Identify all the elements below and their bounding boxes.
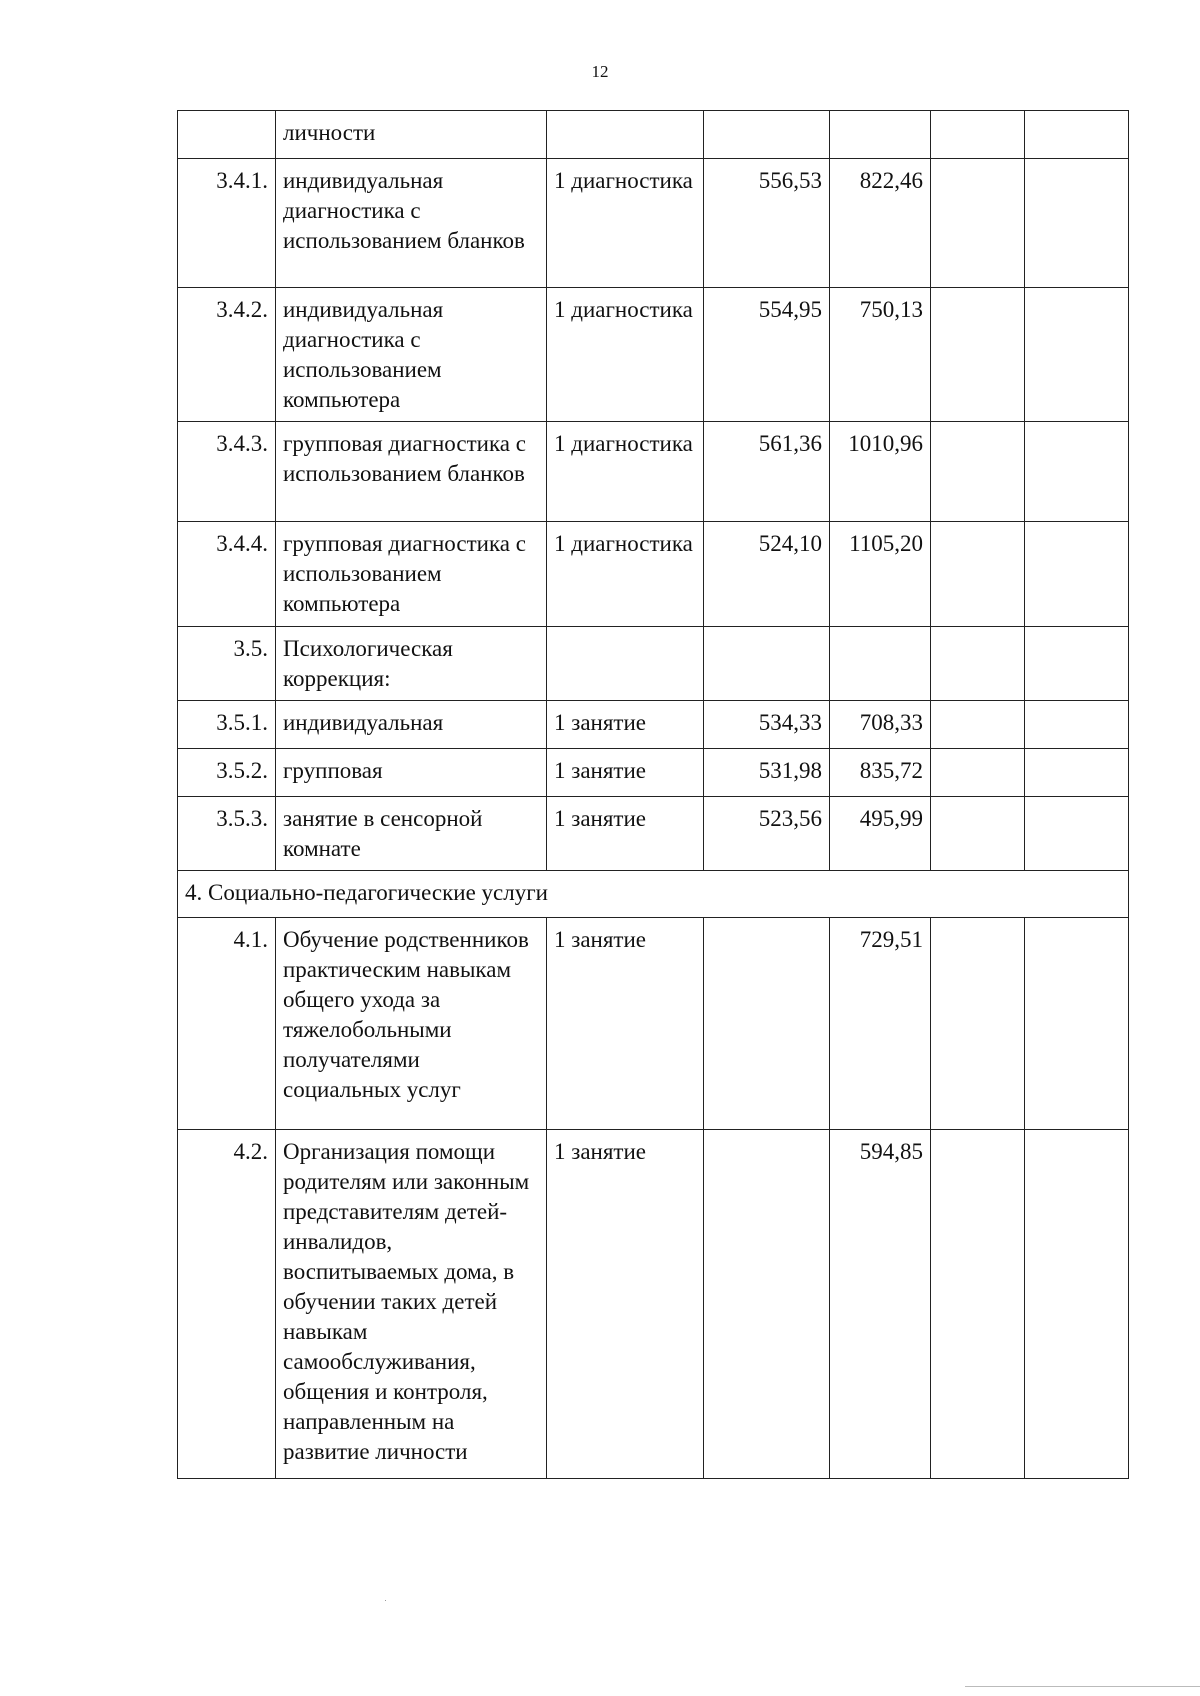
tariff-value-1: 561,36 [704, 422, 830, 522]
tariff-value-4 [1025, 918, 1129, 1130]
item-number [178, 111, 276, 159]
section-title: 4. Социально-педагогические услуги [178, 871, 1129, 918]
service-name: Обучение родственников практическим навыкам общего ухода за тяжелобольными получателями социальных услуг [276, 918, 547, 1130]
table-row [178, 422, 1129, 522]
tariff-value-4 [1025, 749, 1129, 797]
tariff-value-4 [1025, 159, 1129, 288]
item-number: 3.4.1. [178, 159, 276, 288]
tariff-value-3 [931, 701, 1025, 749]
scan-edge-line [965, 1686, 1200, 1687]
service-name: групповая диагностика с использованием компьютера [276, 522, 547, 627]
tariff-value-4 [1025, 1130, 1129, 1479]
tariff-value-4 [1025, 111, 1129, 159]
unit-of-service: 1 диагностика [547, 288, 704, 422]
item-number: 4.1. [178, 918, 276, 1130]
table-row [178, 797, 1129, 871]
service-name: Организация помощи родителям или законным представителям детей-инвалидов, воспитываемых дома, в обучении таких детей навыкам самообслуживания, общения и контроля, направленным на развитие личности [276, 1130, 547, 1479]
tariff-value-1: 523,56 [704, 797, 830, 871]
service-name: групповая диагностика с использованием бланков [276, 422, 547, 522]
service-name: личности [276, 111, 547, 159]
tariff-value-3 [931, 288, 1025, 422]
unit-of-service [547, 111, 704, 159]
tariff-value-1: 531,98 [704, 749, 830, 797]
tariff-value-2: 495,99 [830, 797, 931, 871]
service-name: индивидуальная [276, 701, 547, 749]
tariff-value-2: 835,72 [830, 749, 931, 797]
unit-of-service: 1 занятие [547, 1130, 704, 1479]
tariff-value-2 [830, 111, 931, 159]
item-number: 3.4.2. [178, 288, 276, 422]
tariff-value-2: 729,51 [830, 918, 931, 1130]
tariff-value-2: 822,46 [830, 159, 931, 288]
tariff-value-2: 708,33 [830, 701, 931, 749]
service-name: Психологическая коррекция: [276, 627, 547, 701]
tariff-value-3 [931, 918, 1025, 1130]
unit-of-service: 1 занятие [547, 701, 704, 749]
service-name: индивидуальная диагностика с использованием компьютера [276, 288, 547, 422]
tariff-value-1: 524,10 [704, 522, 830, 627]
tariff-value-2: 594,85 [830, 1130, 931, 1479]
unit-of-service [547, 627, 704, 701]
table-row [178, 522, 1129, 627]
service-name: занятие в сенсорной комнате [276, 797, 547, 871]
item-number: 3.4.4. [178, 522, 276, 627]
tariff-value-2: 750,13 [830, 288, 931, 422]
unit-of-service: 1 диагностика [547, 159, 704, 288]
unit-of-service: 1 диагностика [547, 422, 704, 522]
tariff-value-4 [1025, 701, 1129, 749]
tariff-value-1 [704, 627, 830, 701]
unit-of-service: 1 занятие [547, 797, 704, 871]
table-row [178, 749, 1129, 797]
tariff-value-2 [830, 627, 931, 701]
tariff-value-3 [931, 749, 1025, 797]
table-row [178, 701, 1129, 749]
unit-of-service: 1 диагностика [547, 522, 704, 627]
table-row [178, 627, 1129, 701]
page-number: 12 [591, 62, 609, 81]
tariff-value-3 [931, 627, 1025, 701]
section-row [178, 871, 1129, 918]
tariff-value-1 [704, 1130, 830, 1479]
tariff-value-1 [704, 918, 830, 1130]
tariff-value-1: 534,33 [704, 701, 830, 749]
tariff-value-4 [1025, 522, 1129, 627]
tariff-value-4 [1025, 288, 1129, 422]
services-tariff-table [177, 110, 1129, 1479]
tariff-value-2: 1010,96 [830, 422, 931, 522]
tariff-value-3 [931, 111, 1025, 159]
tariff-value-4 [1025, 797, 1129, 871]
table-row [178, 918, 1129, 1130]
tariff-value-4 [1025, 627, 1129, 701]
item-number: 3.5.1. [178, 701, 276, 749]
tariff-value-2: 1105,20 [830, 522, 931, 627]
service-name: индивидуальная диагностика с использованием бланков [276, 159, 547, 288]
tariff-value-1: 554,95 [704, 288, 830, 422]
tariff-value-3 [931, 422, 1025, 522]
service-name: групповая [276, 749, 547, 797]
item-number: 3.4.3. [178, 422, 276, 522]
table-row [178, 288, 1129, 422]
tariff-value-4 [1025, 422, 1129, 522]
tariff-value-1 [704, 111, 830, 159]
item-number: 3.5. [178, 627, 276, 701]
item-number: 4.2. [178, 1130, 276, 1479]
table-row [178, 159, 1129, 288]
table-row [178, 111, 1129, 159]
tariff-value-3 [931, 797, 1025, 871]
tariff-value-3 [931, 1130, 1025, 1479]
scan-speck [385, 1600, 386, 1601]
tariff-value-3 [931, 159, 1025, 288]
tariff-value-3 [931, 522, 1025, 627]
unit-of-service: 1 занятие [547, 918, 704, 1130]
table-row [178, 1130, 1129, 1479]
item-number: 3.5.3. [178, 797, 276, 871]
unit-of-service: 1 занятие [547, 749, 704, 797]
tariff-value-1: 556,53 [704, 159, 830, 288]
table-body [178, 111, 1129, 1479]
item-number: 3.5.2. [178, 749, 276, 797]
